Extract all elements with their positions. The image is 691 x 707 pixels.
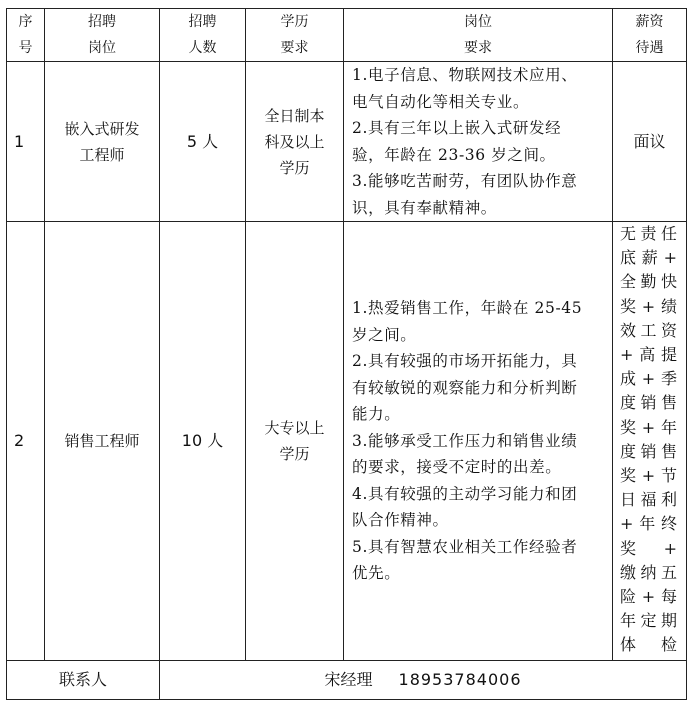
row-requirements: 1.电子信息、物联网技术应用、 电气自动化等相关专业。 2.具有三年以上嵌入式研发经 验，年龄在 23-36 岁之间。 3.能够吃苦耐劳，有团队协作意 识，具有奉献精神。	[344, 62, 613, 222]
header-seq: 序 号	[7, 9, 45, 62]
contact-name: 宋经理	[324, 670, 373, 689]
header-salary: 薪资 待遇	[613, 9, 687, 62]
row-education: 全日制本 科及以上 学历	[246, 62, 344, 222]
row-education: 大专以上 学历	[246, 222, 344, 661]
table-row	[7, 62, 687, 222]
row-salary: 无责任 底薪+ 全勤快 奖+绩 效工资 +高提 成+季 度销售 奖+年 度销售 奖+节 日福利 +年终 奖 + 缴纳五 险+每 年定期 体检	[613, 222, 687, 661]
contact-label: 联系人	[7, 661, 160, 700]
header-requirements: 岗位 要求	[344, 9, 613, 62]
row-requirements: 1.热爱销售工作，年龄在 25-45 岁之间。 2.具有较强的市场开拓能力，具 有较敏锐的观察能力和分析判断 能力。 3.能够承受工作压力和销售业绩 的要求，接受不定时的出差。 4.具有较强的主动学习能力和团 队合作精神。 5.具有智慧农业相关工作经验者 优先。	[344, 222, 613, 661]
header-count: 招聘 人数	[160, 9, 246, 62]
row-salary: 面议	[613, 62, 687, 222]
table-row	[7, 222, 687, 661]
contact-value	[160, 661, 687, 700]
row-seq: 2	[7, 222, 45, 661]
row-position: 销售工程师	[45, 222, 160, 661]
contact-phone: 18953784006	[398, 670, 522, 689]
header-position: 招聘 岗位	[45, 9, 160, 62]
recruitment-table	[6, 8, 687, 700]
table-header-row	[7, 9, 687, 62]
row-count: 10 人	[160, 222, 246, 661]
row-count: 5 人	[160, 62, 246, 222]
header-education: 学历 要求	[246, 9, 344, 62]
row-seq: 1	[7, 62, 45, 222]
row-position: 嵌入式研发 工程师	[45, 62, 160, 222]
contact-row	[7, 661, 687, 700]
